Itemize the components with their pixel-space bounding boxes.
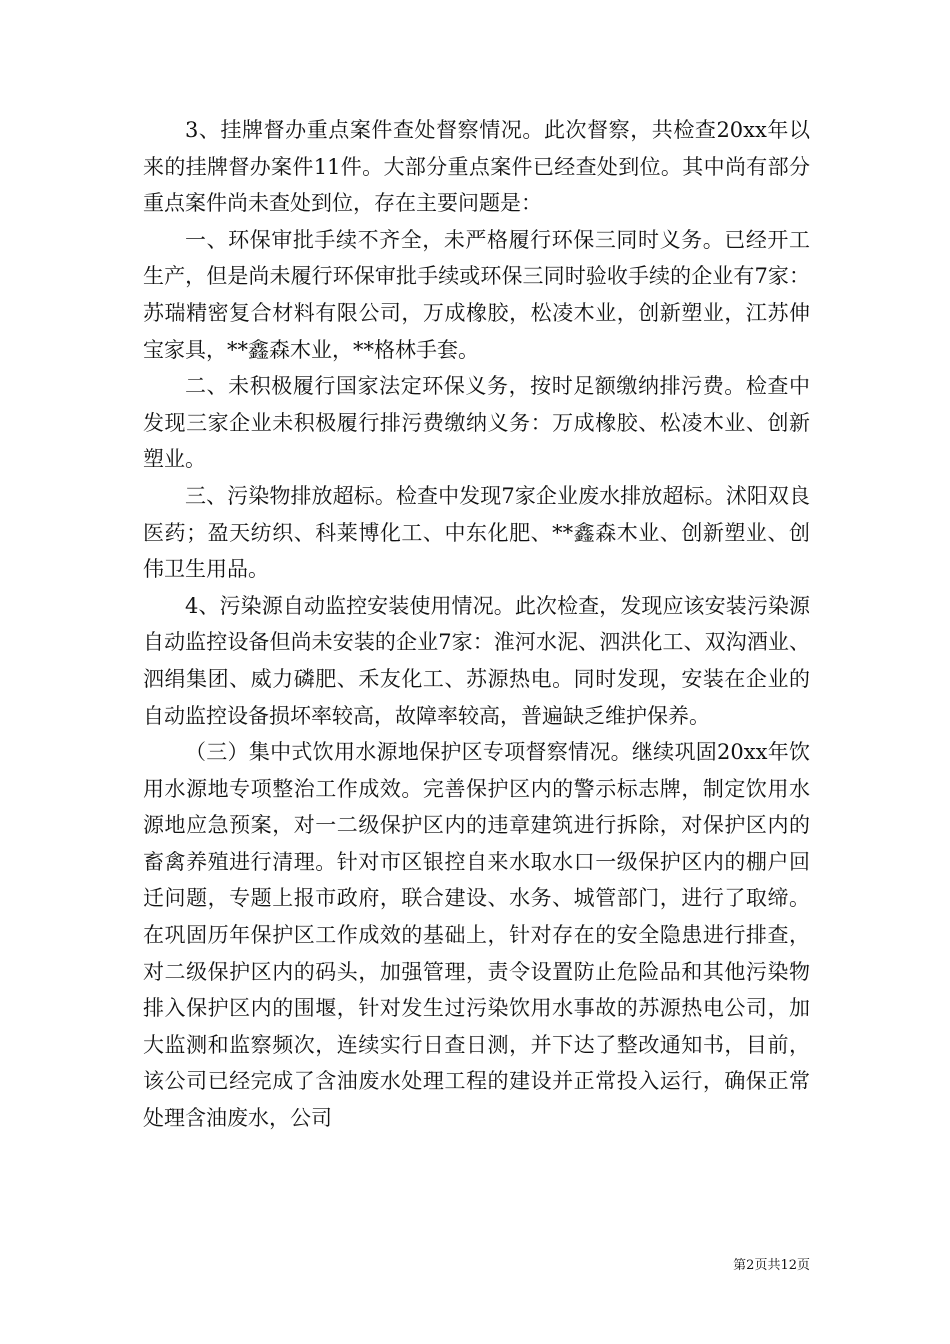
- page-number: 第2页共12页: [733, 1258, 810, 1273]
- paragraph-auto-monitoring: 4、污染源自动监控安装使用情况。此次检查，发现应该安装污染源自动监控设备但尚未安装的企业7家：淮河水泥、泗洪化工、双沟酒业、泗绢集团、威力磷肥、禾友化工、苏源热电。同时发现，安装在企业的自动监控设备损坏率较高，故障率较高，普遍缺乏维护保养。: [143, 593, 810, 728]
- paragraph-pollution-fee: 二、未积极履行国家法定环保义务，按时足额缴纳排污费。检查中发现三家企业未积极履行排污费缴纳义务：万成橡胶、松凌木业、创新塑业。: [143, 374, 810, 472]
- paragraph-water-source: （三）集中式饮用水源地保护区专项督察情况。继续巩固20xx年饮用水源地专项整治工作成效。完善保护区内的警示标志牌，制定饮用水源地应急预案，对一二级保护区内的违章建筑进行拆除，对保护区内的畜禽养殖进行清理。针对市区银控自来水取水口一级保护区内的棚户回迁问题，专题上报市政府，联合建设、水务、城管部门，进行了取缔。在巩固历年保护区工作成效的基础上，针对存在的安全隐患进行排查，对二级保护区内的码头，加强管理，责令设置防止危险品和其他污染物排入保护区内的围堰，针对发生过污染饮用水事故的苏源热电公司，加大监测和监察频次，连续实行日查日测，并下达了整改通知书，目前，该公司已经完成了含油废水处理工程的建设并正常投入运行，确保正常处理含油废水，公司: [143, 740, 810, 1131]
- document-body: [143, 112, 810, 1137]
- paragraph-approval-issues: 一、环保审批手续不齐全，未严格履行环保三同时义务。已经开工生产，但是尚未履行环保审批手续或环保三同时验收手续的企业有7家：苏瑞精密复合材料有限公司，万成橡胶，松凌木业，创新塑业，江苏伸宝家具，**鑫森木业，**格林手套。: [143, 227, 810, 362]
- paragraph-case-supervision: 3、挂牌督办重点案件查处督察情况。此次督察，共检查20xx年以来的挂牌督办案件11件。大部分重点案件已经查处到位。其中尚有部分重点案件尚未查处到位，存在主要问题是：: [143, 118, 810, 216]
- paragraph-emission-exceed: 三、污染物排放超标。检查中发现7家企业废水排放超标。沭阳双良医药；盈天纺织、科莱博化工、中东化肥、**鑫森木业、创新塑业、创伟卫生用品。: [143, 483, 810, 582]
